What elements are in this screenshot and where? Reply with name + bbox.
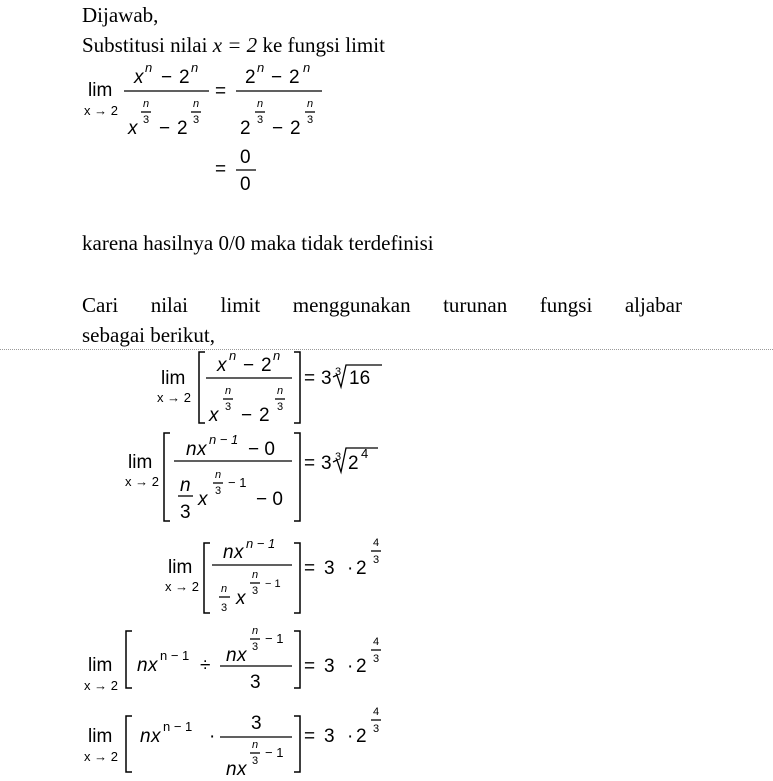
substitution-math: x = 2 xyxy=(212,33,258,57)
equation-step-4 xyxy=(84,625,381,693)
equals-sign: = xyxy=(304,656,316,677)
numerator-x: x xyxy=(217,355,227,376)
denominator-x: x xyxy=(209,405,219,426)
numerator-two: 2 xyxy=(245,67,256,88)
zero-numerator: 0 xyxy=(240,147,251,168)
exp-three: 3 xyxy=(252,641,259,653)
minus-sign: − xyxy=(161,67,173,88)
lim-subscript: x → 2 xyxy=(84,678,118,693)
exponent-numerator: 4 xyxy=(373,706,380,718)
exp-minus-one: − 1 xyxy=(228,475,247,490)
term-x: x xyxy=(151,726,161,747)
base-two: 2 xyxy=(356,656,367,677)
exp-n: n xyxy=(307,98,314,110)
right-bracket xyxy=(294,716,300,772)
exponent: n − 1 xyxy=(246,536,276,551)
substitution-suffix: ke fungsi limit xyxy=(257,33,385,57)
minus-zero: − 0 xyxy=(248,439,275,460)
lim-subscript: x → 2 xyxy=(84,749,118,764)
denominator-two: 2 xyxy=(259,405,270,426)
exp-three: 3 xyxy=(252,585,259,597)
denominator-three: 3 xyxy=(250,672,261,693)
minus-sign: − xyxy=(241,405,253,426)
zero-denominator: 0 xyxy=(240,174,251,195)
exp-n: n xyxy=(252,569,259,581)
left-bracket xyxy=(204,543,210,613)
numerator-x: x xyxy=(234,542,244,563)
method-word: Cari xyxy=(82,293,119,317)
denominator-two: 2 xyxy=(290,118,301,139)
exponent-denominator: 3 xyxy=(373,653,380,665)
minus-sign: − xyxy=(271,67,283,88)
coefficient-three: 3 xyxy=(321,368,332,389)
exp-three: 3 xyxy=(252,755,259,767)
exp-three: 3 xyxy=(193,114,200,126)
method-word: menggunakan xyxy=(292,293,411,317)
equation-step-1 xyxy=(157,348,382,426)
exp-three: 3 xyxy=(307,114,314,126)
radicand-base: 2 xyxy=(348,453,359,474)
minus-sign: − xyxy=(159,118,171,139)
numerator-two: 2 xyxy=(179,67,190,88)
left-bracket xyxy=(164,433,170,521)
method-word: fungsi xyxy=(539,293,593,317)
right-bracket xyxy=(294,352,300,423)
exp-minus-one: − 1 xyxy=(265,745,284,760)
exp-n: n xyxy=(145,60,153,75)
equation-substitution xyxy=(84,60,322,195)
lim-subscript: x → 2 xyxy=(165,579,199,594)
method-word: turunan xyxy=(443,293,508,317)
lim-subscript: x → 2 xyxy=(157,390,191,405)
numerator-two: 2 xyxy=(261,355,272,376)
exp-minus-one: − 1 xyxy=(265,631,284,646)
exponent: n − 1 xyxy=(163,719,193,734)
exp-three: 3 xyxy=(277,401,284,413)
denominator-n: n xyxy=(226,759,237,780)
coefficient-n: n xyxy=(137,655,148,676)
base-two: 2 xyxy=(356,558,367,579)
exp-three: 3 xyxy=(215,485,222,497)
exp-n: n xyxy=(252,739,259,751)
term-x: x xyxy=(148,655,158,676)
exp-minus-one: − 1 xyxy=(265,578,281,590)
radicand: 16 xyxy=(349,368,371,389)
method-sentence-line2: sebagai berikut, xyxy=(82,323,215,347)
left-bracket xyxy=(126,631,132,688)
exp-n: n xyxy=(143,98,150,110)
numerator-n: n xyxy=(226,645,237,666)
denominator-two: 2 xyxy=(177,118,188,139)
exponent: n − 1 xyxy=(209,432,239,447)
conclusion-sentence: karena hasilnya 0/0 maka tidak terdefinisi xyxy=(82,231,434,255)
multiplication-dot: · xyxy=(209,726,216,747)
fraction-three: 3 xyxy=(221,602,228,614)
exponent-denominator: 3 xyxy=(373,723,380,735)
method-word: aljabar xyxy=(624,293,682,317)
exp-n: n xyxy=(257,98,264,110)
exp-n: n xyxy=(229,348,237,363)
method-word: limit xyxy=(220,293,261,317)
exp-three: 3 xyxy=(143,114,150,126)
denominator-x: x xyxy=(236,588,246,609)
lim-operator: lim xyxy=(88,655,113,676)
substitution-prefix: Substitusi nilai xyxy=(82,33,213,57)
minus-sign: − xyxy=(243,355,255,376)
radicand-exponent: 4 xyxy=(361,446,369,461)
exp-n: n xyxy=(257,60,265,75)
exp-n: n xyxy=(193,98,200,110)
denominator-x: x xyxy=(237,759,247,780)
equals-sign: = xyxy=(304,368,316,389)
fraction-three: 3 xyxy=(180,502,191,523)
equation-step-3 xyxy=(165,536,381,614)
coefficient-n: n xyxy=(140,726,151,747)
coefficient-n: n xyxy=(186,439,197,460)
minus-sign: − xyxy=(272,118,284,139)
equals-sign: = xyxy=(304,453,316,474)
equals-sign: = xyxy=(304,558,316,579)
lim-operator: lim xyxy=(168,557,193,578)
base-two: 2 xyxy=(356,726,367,747)
equals-sign: = xyxy=(215,81,227,102)
exp-n: n xyxy=(303,60,311,75)
radical-index: 3 xyxy=(335,451,342,463)
equation-step-5 xyxy=(84,706,381,780)
coefficient-three: 3 xyxy=(324,656,335,677)
left-bracket xyxy=(199,352,205,423)
method-word: nilai xyxy=(150,293,189,317)
right-bracket xyxy=(294,433,300,521)
exp-n: n xyxy=(273,348,281,363)
numerator-x: x xyxy=(237,645,247,666)
exp-n: n xyxy=(215,469,222,481)
coefficient-n: n xyxy=(223,542,234,563)
right-bracket xyxy=(294,543,300,613)
lim-operator: lim xyxy=(88,80,113,101)
fraction-n: n xyxy=(221,583,228,595)
left-bracket xyxy=(126,716,132,772)
coefficient-three: 3 xyxy=(324,558,335,579)
multiplication-dot: · xyxy=(347,726,354,747)
exponent: n − 1 xyxy=(160,648,190,663)
lim-subscript: x → 2 xyxy=(125,474,159,489)
exp-three: 3 xyxy=(225,401,232,413)
lim-operator: lim xyxy=(88,726,113,747)
numerator-two: 2 xyxy=(289,67,300,88)
multiplication-dot: · xyxy=(347,656,354,677)
radical-index: 3 xyxy=(335,366,342,378)
exp-n: n xyxy=(277,385,284,397)
minus-zero: − 0 xyxy=(256,489,283,510)
fraction-n: n xyxy=(180,475,191,496)
answer-heading: Dijawab, xyxy=(82,3,159,27)
numerator-x: x xyxy=(134,67,144,88)
denominator-x: x xyxy=(198,489,208,510)
equals-sign: = xyxy=(215,159,227,180)
lim-subscript: x → 2 xyxy=(84,103,118,118)
exponent-denominator: 3 xyxy=(373,554,380,566)
exponent-numerator: 4 xyxy=(373,537,380,549)
division-sign: ÷ xyxy=(200,655,211,676)
numerator-three: 3 xyxy=(251,713,262,734)
exp-n: n xyxy=(225,385,232,397)
denominator-x: x xyxy=(128,118,138,139)
exponent-numerator: 4 xyxy=(373,636,380,648)
exp-n: n xyxy=(252,625,259,637)
exp-n: n xyxy=(191,60,199,75)
exp-three: 3 xyxy=(257,114,264,126)
multiplication-dot: · xyxy=(347,558,354,579)
right-bracket xyxy=(294,631,300,688)
lim-operator: lim xyxy=(161,368,186,389)
equation-step-2 xyxy=(125,432,378,523)
denominator-two: 2 xyxy=(240,118,251,139)
coefficient-three: 3 xyxy=(321,453,332,474)
coefficient-three: 3 xyxy=(324,726,335,747)
equals-sign: = xyxy=(304,726,316,747)
lim-operator: lim xyxy=(128,452,153,473)
numerator-x: x xyxy=(197,439,207,460)
